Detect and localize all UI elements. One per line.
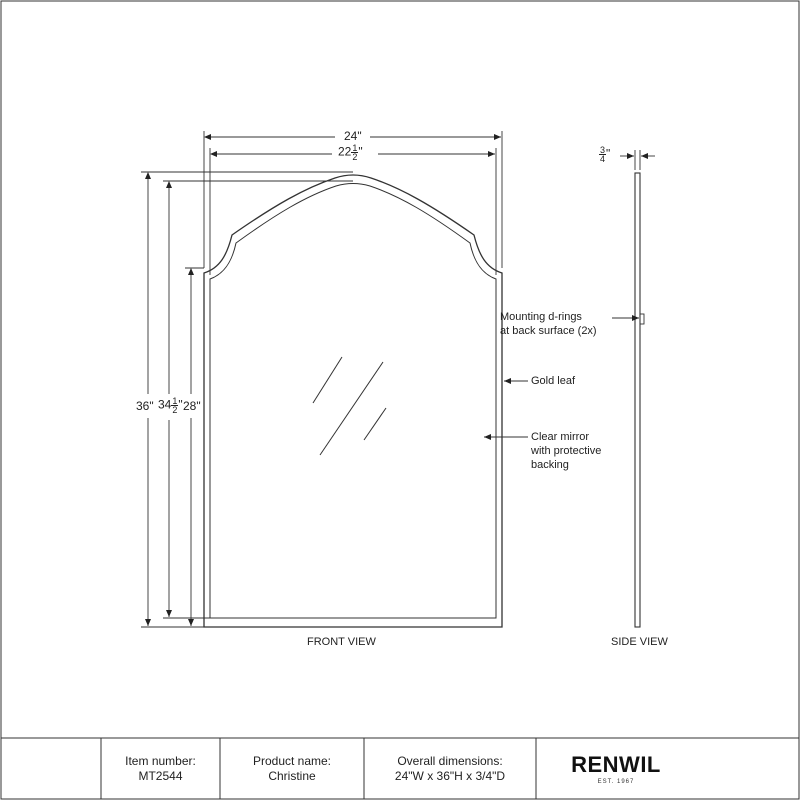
overall-dimensions-label: Overall dimensions: — [397, 754, 503, 768]
front-view-label: FRONT VIEW — [307, 636, 376, 648]
product-name-cell — [220, 738, 364, 800]
brand-est: EST. 1967 — [597, 779, 635, 785]
mounting-line-2: at back surface (2x) — [500, 325, 597, 337]
width-label-22-half: 22 $\frac{1}{2}$ " — [338, 143, 363, 162]
width-dimension-22-half — [210, 148, 496, 275]
item-number-label: Item number: — [125, 754, 196, 768]
mounting-label — [500, 310, 597, 338]
gold-leaf-label: Gold leaf — [531, 375, 576, 387]
mirror-reflection-lines — [313, 357, 386, 455]
depth-label: $\frac{3}{4}$ " — [600, 145, 611, 164]
mounting-line-1: Mounting d-rings — [500, 311, 582, 323]
height-label-28: 28" — [183, 399, 201, 413]
product-name-label: Product name: — [252, 754, 332, 768]
mirror-inner-outline — [210, 184, 496, 619]
item-number-cell — [101, 738, 220, 800]
item-number-value: MT2544 — [138, 769, 183, 783]
product-name-value: Christine — [268, 769, 316, 783]
overall-dimensions-cell — [364, 738, 536, 800]
depth-dimension — [620, 150, 655, 170]
clear-mirror-line-2: with protective — [531, 445, 602, 457]
height-label-36: 36" — [136, 399, 154, 413]
height-label-34-half: 34 $\frac{1}{2}$ " — [158, 396, 183, 415]
clear-mirror-label — [531, 430, 601, 472]
overall-dimensions-value: 24"W x 36"H x 3/4"D — [394, 769, 506, 783]
mounting-d-ring — [640, 314, 644, 324]
brand-name: RENWIL — [571, 752, 661, 777]
side-view-profile — [635, 173, 640, 627]
clear-mirror-line-3: backing — [531, 459, 569, 471]
renwil-logo — [566, 752, 666, 785]
clear-mirror-line-1: Clear mirror — [531, 431, 590, 443]
mirror-outer-outline — [204, 175, 502, 627]
width-label-24: 24" — [344, 129, 362, 143]
side-view-label: SIDE VIEW — [611, 636, 668, 648]
height-dimension-28 — [185, 268, 204, 627]
sheet-border — [1, 1, 799, 799]
